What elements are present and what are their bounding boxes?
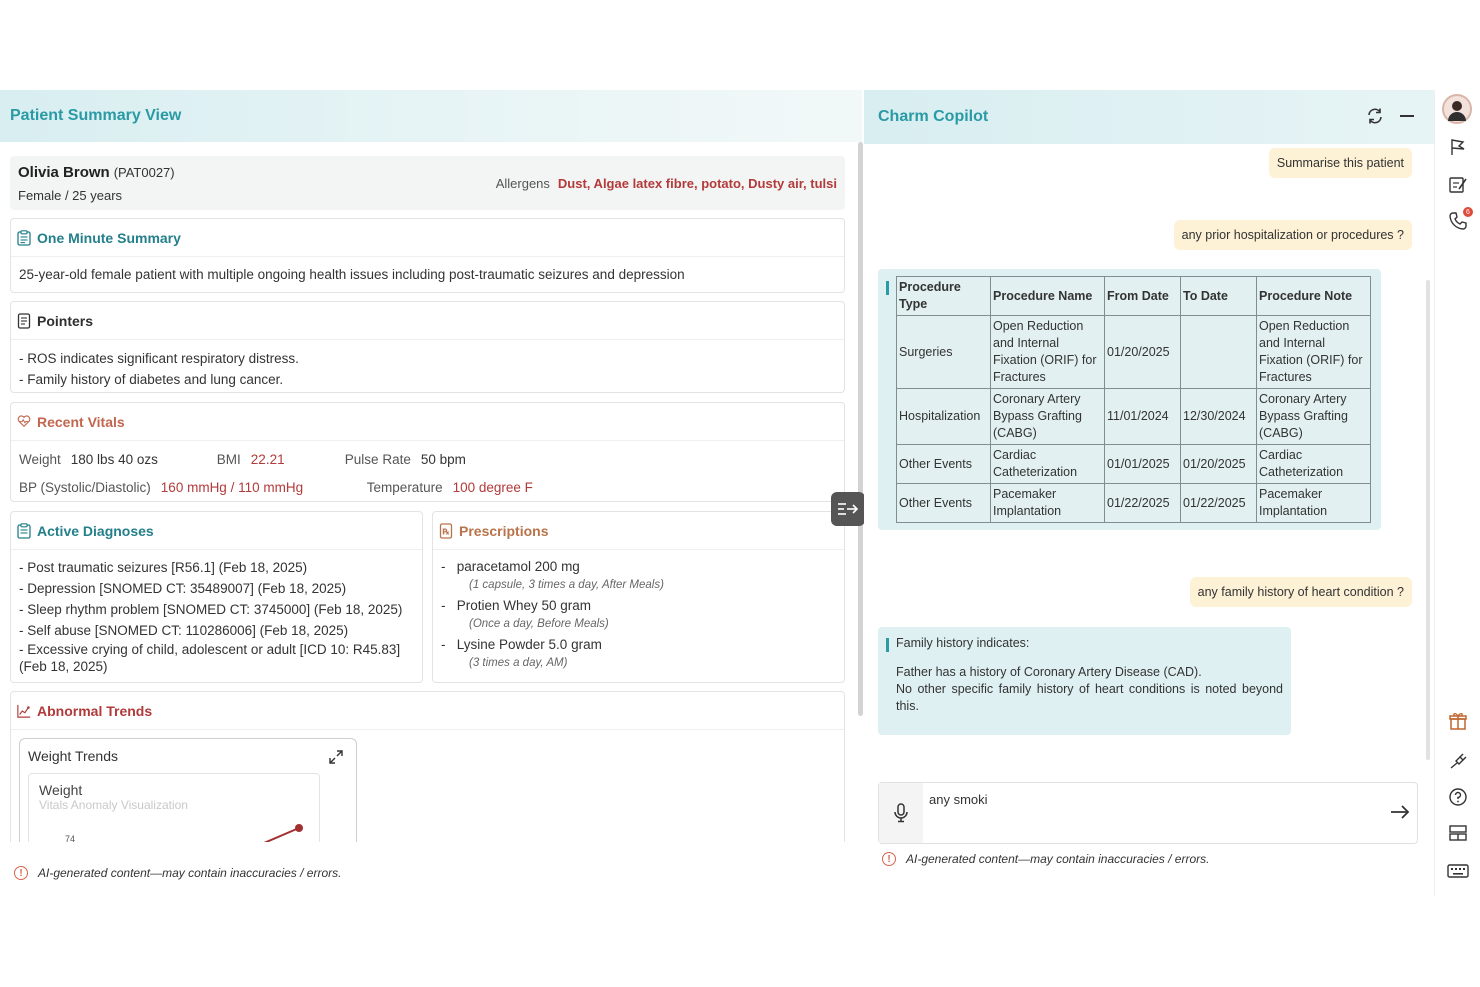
bp-value: 160 mmHg / 110 mmHg xyxy=(160,479,304,495)
patient-demographics: Female / 25 years xyxy=(18,188,123,203)
table-row xyxy=(897,316,1371,389)
keyboard-icon[interactable] xyxy=(1447,860,1469,882)
trend-point xyxy=(295,824,303,832)
diagnosis-item: - Excessive crying of child, adolescent or adult [ICD 10: R45.83] (Feb 18, 2025) xyxy=(19,642,401,674)
prescriptions-title: ℞ Prescriptions xyxy=(433,512,844,550)
flag-icon[interactable] xyxy=(1447,136,1469,158)
weight-trends-widget xyxy=(19,738,357,842)
weight-trends-title: Weight Trends xyxy=(28,748,119,764)
patient-header-card xyxy=(10,156,845,210)
column-header: To Date xyxy=(1181,277,1257,316)
one-minute-summary-card xyxy=(10,218,845,293)
patient-summary-scroll[interactable] xyxy=(0,142,858,842)
reply-line: Father has a history of Coronary Artery Disease (CAD). xyxy=(896,665,1202,679)
prescriptions-card xyxy=(432,511,845,683)
clipboard-icon xyxy=(17,230,31,246)
table-cell: Cardiac Catheterization xyxy=(991,445,1105,484)
refresh-icon[interactable] xyxy=(1366,107,1384,130)
table-cell: Pacemaker Implantation xyxy=(1257,484,1371,523)
user-message: any prior hospitalization or procedures ? xyxy=(1174,220,1412,250)
plug-icon[interactable] xyxy=(1447,748,1469,770)
warning-icon: ! xyxy=(882,852,896,866)
reply-heading: Family history indicates: xyxy=(896,636,1030,650)
table-cell: Open Reduction and Internal Fixation (ORIF) for Fractures xyxy=(1257,316,1371,389)
trend-chart-icon xyxy=(17,703,31,719)
table-cell: 01/22/2025 xyxy=(1181,484,1257,523)
temperature-value: 100 degree F xyxy=(452,479,533,495)
active-diagnoses-title: Active Diagnoses xyxy=(11,512,422,550)
notification-badge: 6 xyxy=(1463,207,1473,217)
weight-mini-chart xyxy=(28,773,320,842)
document-icon xyxy=(17,313,31,329)
pulse-value: 50 bpm xyxy=(420,451,466,467)
copilot-disclaimer: ! AI-generated content—may contain inaccuracies / errors. xyxy=(882,852,1209,866)
table-cell: 01/22/2025 xyxy=(1105,484,1181,523)
prescription-icon xyxy=(439,523,453,539)
abnormal-trends-title: Abnormal Trends xyxy=(11,692,844,730)
trend-line xyxy=(249,820,319,842)
procedures-table xyxy=(896,276,1371,523)
pointer-item: - ROS indicates significant respiratory distress. xyxy=(19,351,299,366)
bp-label: BP (Systolic/Diastolic) xyxy=(19,479,151,495)
edit-note-icon[interactable] xyxy=(1447,174,1469,196)
copilot-header xyxy=(864,90,1434,144)
weight-value: 180 lbs 40 ozs xyxy=(70,451,158,467)
bot-message-family-history xyxy=(878,627,1291,735)
pointer-item: - Family history of diabetes and lung cancer. xyxy=(19,372,284,387)
microphone-icon xyxy=(893,803,909,823)
prescription-item: - Protien Whey 50 gram (Once a day, Before Meals) xyxy=(441,598,609,630)
left-disclaimer: ! AI-generated content—may contain inaccuracies / errors. xyxy=(14,866,341,880)
reply-line: No other specific family history of heart conditions is noted beyond this. xyxy=(896,682,1283,713)
table-cell: 12/30/2024 xyxy=(1181,389,1257,445)
table-cell: Surgeries xyxy=(897,316,991,389)
warning-icon: ! xyxy=(14,866,28,880)
table-cell: Hospitalization xyxy=(897,389,991,445)
prescription-item: - Lysine Powder 5.0 gram (3 times a day, AM) xyxy=(441,637,602,669)
table-row xyxy=(897,445,1371,484)
chat-input-box xyxy=(878,782,1418,844)
table-cell xyxy=(1181,316,1257,389)
table-cell: 01/20/2025 xyxy=(1181,445,1257,484)
toggle-panel-button[interactable] xyxy=(831,492,865,526)
user-message: Summarise this patient xyxy=(1269,148,1412,178)
chart-subtitle: Vitals Anomaly Visualization xyxy=(39,798,188,812)
diagnosis-item: - Depression [SNOMED CT: 35489007] (Feb 18, 2025) xyxy=(19,581,347,596)
column-header: From Date xyxy=(1105,277,1181,316)
table-cell: Other Events xyxy=(897,445,991,484)
column-header: Procedure Note xyxy=(1257,277,1371,316)
bmi-label: BMI xyxy=(216,451,241,467)
table-cell: Cardiac Catheterization xyxy=(1257,445,1371,484)
table-cell: 01/01/2025 xyxy=(1105,445,1181,484)
table-cell: 01/20/2025 xyxy=(1105,316,1181,389)
avatar[interactable] xyxy=(1442,94,1472,124)
message-accent-bar xyxy=(886,638,889,652)
table-cell: Open Reduction and Internal Fixation (ORIF) for Fractures xyxy=(991,316,1105,389)
chart-title: Weight xyxy=(39,782,83,798)
clipboard-icon xyxy=(17,523,31,539)
prescription-item: - paracetamol 200 mg (1 capsule, 3 times a day, After Meals) xyxy=(441,559,664,591)
temperature-label: Temperature xyxy=(366,479,443,495)
allergens xyxy=(496,176,837,191)
table-cell: Other Events xyxy=(897,484,991,523)
help-icon[interactable] xyxy=(1447,786,1469,808)
mic-button[interactable] xyxy=(879,783,923,843)
table-cell: Coronary Artery Bypass Grafting (CABG) xyxy=(991,389,1105,445)
copilot-scrollbar[interactable] xyxy=(1426,280,1430,760)
app-root xyxy=(0,90,1480,896)
expand-icon[interactable] xyxy=(328,749,344,765)
patient-id: (PAT0027) xyxy=(113,165,175,180)
minimize-icon[interactable] xyxy=(1398,107,1416,130)
column-header: Procedure Name xyxy=(991,277,1105,316)
left-scrollbar[interactable] xyxy=(858,142,863,716)
pulse-label: Pulse Rate xyxy=(344,451,411,467)
svg-text:℞: ℞ xyxy=(442,527,450,536)
heart-pulse-icon xyxy=(17,414,31,430)
chat-input[interactable]: any smoki xyxy=(929,792,988,807)
diagnosis-item: - Post traumatic seizures [R56.1] (Feb 18, 2025) xyxy=(19,560,308,575)
layout-icon[interactable] xyxy=(1447,822,1469,844)
message-accent-bar xyxy=(886,281,889,295)
collapse-arrow-icon xyxy=(837,501,859,517)
bot-message-procedures xyxy=(878,269,1381,530)
diagnosis-item: - Self abuse [SNOMED CT: 110286006] (Feb 18, 2025) xyxy=(19,623,349,638)
diagnosis-item: - Sleep rhythm problem [SNOMED CT: 3745000] (Feb 18, 2025) xyxy=(19,602,403,617)
patient-summary-panel xyxy=(0,90,862,896)
active-diagnoses-card xyxy=(10,511,423,683)
table-cell: 11/01/2024 xyxy=(1105,389,1181,445)
weight-label: Weight xyxy=(19,451,61,467)
table-row xyxy=(897,389,1371,445)
panel-title: Patient Summary View xyxy=(10,107,182,124)
allergens-value: Dust, Algae latex fibre, potato, Dusty air, tulsi xyxy=(557,176,837,191)
copilot-title: Charm Copilot xyxy=(878,108,989,125)
y-tick-label: 74 xyxy=(65,834,76,842)
pointers-card xyxy=(10,301,845,393)
gift-icon[interactable] xyxy=(1447,710,1469,732)
recent-vitals-title: Recent Vitals xyxy=(11,403,844,441)
column-header: Procedure Type xyxy=(897,277,991,316)
one-minute-summary-text: 25-year-old female patient with multiple ongoing health issues including post-traumatic seizures and depression xyxy=(19,267,685,282)
patient-name: Olivia Brown xyxy=(18,164,110,181)
user-message: any family history of heart condition ? xyxy=(1190,577,1412,607)
right-icon-rail xyxy=(1434,90,1480,896)
patient-summary-header xyxy=(0,90,862,142)
table-row xyxy=(897,484,1371,523)
table-cell: Pacemaker Implantation xyxy=(991,484,1105,523)
allergens-label: Allergens xyxy=(495,176,550,191)
abnormal-trends-card xyxy=(10,691,845,842)
recent-vitals-card xyxy=(10,402,845,502)
table-header-row xyxy=(897,277,1371,316)
copilot-panel xyxy=(864,90,1434,896)
bmi-value: 22.21 xyxy=(250,451,285,467)
one-minute-summary-title: One Minute Summary xyxy=(11,219,844,257)
pointers-title: Pointers xyxy=(11,302,844,340)
send-icon[interactable] xyxy=(1389,803,1411,826)
table-cell: Coronary Artery Bypass Grafting (CABG) xyxy=(1257,389,1371,445)
phone-icon[interactable] xyxy=(1447,210,1469,232)
user-avatar-icon xyxy=(1444,96,1470,122)
